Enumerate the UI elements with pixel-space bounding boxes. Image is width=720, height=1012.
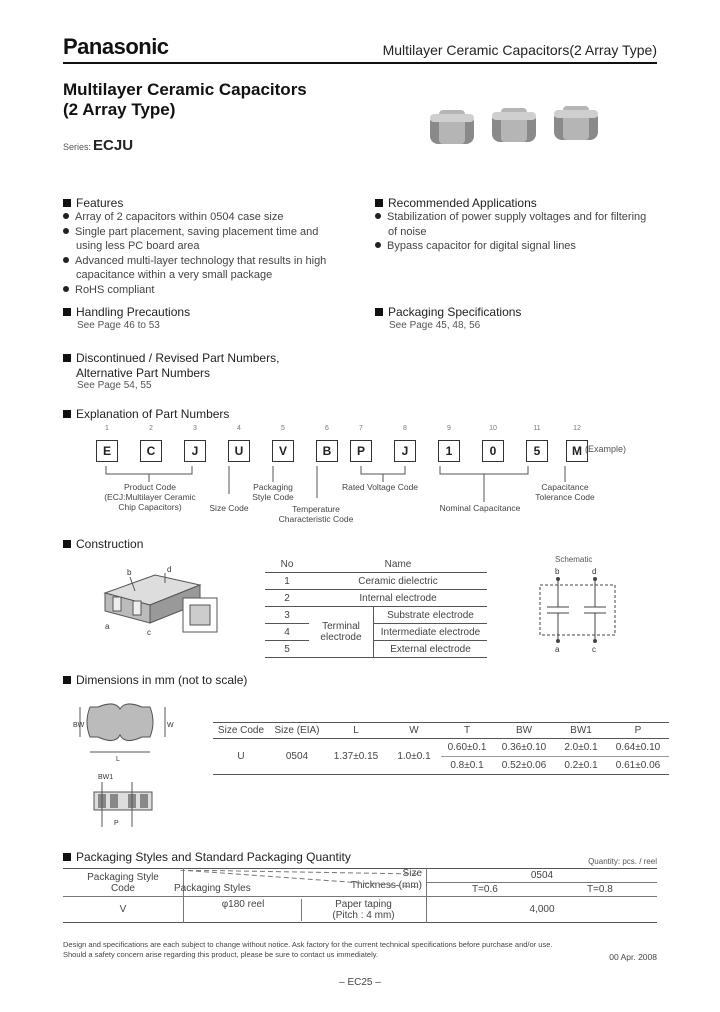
- schematic-label: Schematic: [555, 555, 593, 564]
- brand-logo: Panasonic: [63, 34, 169, 59]
- table-row: 1 Ceramic dielectric: [265, 573, 487, 590]
- label-temperature: Temperature Characteristic Code: [278, 504, 354, 524]
- label-size-code: Size Code: [209, 503, 249, 513]
- table-row: 2 Internal electrode: [265, 590, 487, 607]
- dimensions-table: [213, 722, 669, 775]
- footnote: Design and specifications are each subject to change without notice. Ask factory for the current technical specifications before purchase and/or use. Should a safety concern arise regarding this product, please be sure to contact us immediately.: [63, 940, 553, 959]
- schematic-pin: a: [555, 645, 560, 654]
- part-number-index: 4: [237, 425, 241, 432]
- part-number-char: 0: [482, 440, 504, 462]
- header-rule: [63, 62, 657, 64]
- table-header: W: [409, 725, 419, 736]
- dim-label: W: [167, 722, 174, 729]
- part-number-index: 6: [325, 425, 329, 432]
- dim-label: BW: [73, 722, 85, 729]
- label-nominal-capacitance: Nominal Capacitance: [439, 503, 521, 513]
- packaging-table: Packaging Style Code Size Thickness (mm) Packaging Styles 0504 T=0.6 T=0.8 V φ180 reel Paper taping (Pitch : 4 mm) 4,000: [63, 868, 657, 923]
- schematic-pin: d: [592, 567, 597, 576]
- chip-image: [554, 106, 598, 140]
- product-photo: [425, 100, 605, 160]
- part-number-index: 3: [193, 425, 197, 432]
- table-header: BW1: [570, 725, 592, 736]
- chip-image: [430, 110, 474, 144]
- table-header: Size (EIA): [274, 725, 320, 736]
- table-row: 4 Intermediate electrode: [265, 624, 487, 641]
- schematic-drawing: [535, 565, 625, 655]
- dimension-drawing: [70, 697, 180, 837]
- page-title-line1: Multilayer Ceramic Capacitors: [63, 80, 307, 99]
- part-number-index: 8: [403, 425, 407, 432]
- table-header: BW: [515, 725, 533, 736]
- series-label: [63, 137, 133, 154]
- table-row: U 0504 1.37±0.15 1.0±0.1 0.60±0.1 0.36±0.10 2.0±0.1 0.64±0.10: [237, 742, 661, 762]
- series-value: ECJU: [93, 137, 134, 154]
- drawing-label: d: [167, 565, 172, 574]
- handling-heading: Handling Precautions: [63, 305, 190, 319]
- table-row: 0.8±0.1 0.52±0.06 0.2±0.1 0.61±0.06: [213, 757, 669, 775]
- part-number-index: 5: [281, 425, 285, 432]
- part-number-char: 1: [438, 440, 460, 462]
- explanation-heading: Explanation of Part Numbers: [63, 407, 229, 421]
- discontinued-heading: Discontinued / Revised Part Numbers, Alternative Part Numbers: [63, 351, 279, 381]
- example-label: (Example): [585, 444, 627, 454]
- page-title: [63, 80, 307, 120]
- features-heading: Features: [63, 196, 123, 210]
- features-list: [63, 210, 363, 297]
- packaging-heading: Packaging Styles and Standard Packaging Quantity: [63, 850, 351, 864]
- drawing-label: b: [127, 568, 132, 577]
- part-number-char: U: [228, 440, 250, 462]
- part-number-char: V: [272, 440, 294, 462]
- part-number-char: M: [566, 440, 588, 462]
- packaging-header-diagonals: [180, 870, 420, 894]
- label-tolerance: Capacitance Tolerance Code: [535, 482, 595, 502]
- table-row: V φ180 reel Paper taping (Pitch : 4 mm) 4,000: [63, 897, 657, 923]
- part-number-index: 10: [489, 425, 497, 432]
- table-row: 3 Terminal electrode Substrate electrode: [265, 607, 487, 624]
- part-number-index: 1: [105, 425, 109, 432]
- part-number-index: 2: [149, 425, 153, 432]
- table-header: No: [265, 556, 309, 573]
- drawing-label: c: [147, 628, 151, 637]
- list-item: Advanced multi-layer technology that results in high capacitance within a very small package: [63, 254, 363, 283]
- part-number-char: C: [140, 440, 162, 462]
- construction-drawing: [95, 563, 235, 643]
- schematic-pin: c: [592, 645, 596, 654]
- part-number-char: E: [96, 440, 118, 462]
- table-header: Size Code: [217, 725, 265, 736]
- series-caption: Series:: [63, 142, 92, 152]
- label-packaging-style: Packaging Style Code: [252, 482, 294, 502]
- list-item: Bypass capacitor for digital signal lines: [375, 239, 665, 254]
- packaging-spec-text: See Page 45, 48, 56: [389, 320, 481, 331]
- discontinued-text: See Page 54, 55: [77, 380, 152, 391]
- label-rated-voltage: Rated Voltage Code: [341, 482, 419, 492]
- table-header: T: [463, 725, 471, 736]
- applications-heading: Recommended Applications: [375, 196, 537, 210]
- table-header: L: [353, 725, 359, 736]
- part-number-index: 7: [359, 425, 363, 432]
- table-header: Packaging Style Code: [63, 869, 184, 897]
- dim-label: L: [116, 756, 120, 763]
- drawing-label: a: [105, 622, 110, 631]
- handling-text: See Page 46 to 53: [77, 320, 160, 331]
- part-number-char: P: [350, 440, 372, 462]
- label-product-code: Product Code (ECJ:Multilayer Ceramic Chip Capacitors): [104, 482, 196, 512]
- terminal-label: Terminal electrode: [309, 607, 374, 658]
- part-number-index: 9: [447, 425, 451, 432]
- applications-list: [375, 210, 665, 254]
- part-number-char: J: [184, 440, 206, 462]
- dimensions-heading: Dimensions in mm (not to scale): [63, 673, 247, 687]
- list-item: Array of 2 capacitors within 0504 case size: [63, 210, 363, 225]
- list-item: Stabilization of power supply voltages and for filtering of noise: [375, 210, 665, 239]
- part-number-char: J: [394, 440, 416, 462]
- page-title-line2: (2 Array Type): [63, 100, 176, 119]
- table-header: 0504: [427, 869, 658, 883]
- table-row: 5 External electrode: [265, 641, 487, 658]
- construction-heading: Construction: [63, 537, 143, 551]
- chip-image: [492, 108, 536, 142]
- header-title: Multilayer Ceramic Capacitors(2 Array Type): [382, 42, 657, 58]
- part-number-char: B: [316, 440, 338, 462]
- page-number: – EC25 –: [339, 977, 381, 988]
- construction-table: [265, 556, 487, 658]
- table-header: Size Thickness (mm) Packaging Styles: [174, 868, 422, 894]
- packaging-unit: Quantity: pcs. / reel: [588, 857, 657, 866]
- dim-label: BW1: [98, 774, 114, 781]
- list-item: RoHS compliant: [63, 283, 363, 298]
- packaging-spec-heading: Packaging Specifications: [375, 305, 521, 319]
- part-number-char: 5: [526, 440, 548, 462]
- dim-label: P: [114, 820, 119, 827]
- list-item: Single part placement, saving placement time and using less PC board area: [63, 225, 363, 254]
- part-number-index: 11: [533, 425, 541, 432]
- table-header: Name: [309, 556, 487, 573]
- footer-date: 00 Apr. 2008: [609, 952, 657, 962]
- schematic-pin: b: [555, 567, 560, 576]
- part-number-index: 12: [573, 425, 581, 432]
- table-header: P: [634, 725, 642, 736]
